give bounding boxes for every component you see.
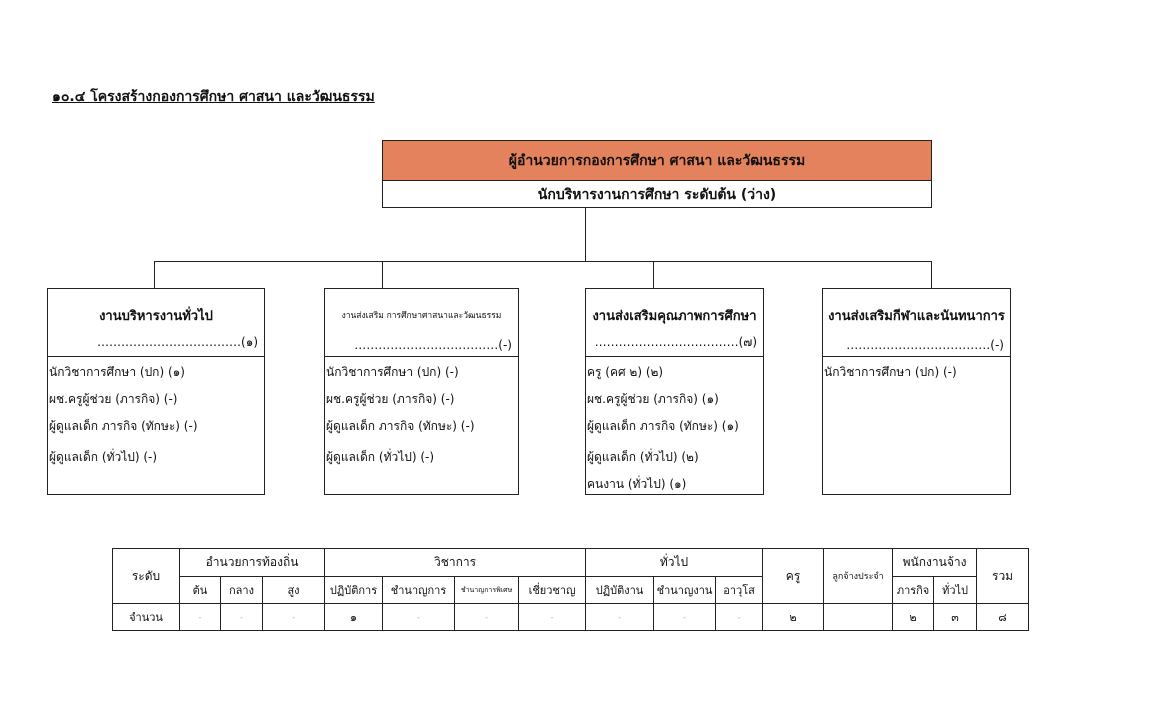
sub-header: สูง: [263, 577, 325, 604]
dept-religion-culture: [324, 288, 519, 495]
dept-count: ………………………………(-): [354, 338, 512, 352]
staff-summary-table: [112, 548, 1029, 631]
value-cell: ๒: [763, 604, 824, 631]
staff-item: ผช.ครูผู้ช่วย (ภารกิจ) (-): [326, 392, 455, 406]
value-cell: -: [654, 604, 716, 631]
hired-header: ลูกจ้างประจำ: [824, 549, 893, 604]
staff-item: ผช.ครูผู้ช่วย (ภารกิจ) (-): [49, 392, 178, 406]
dept-header: [48, 289, 264, 357]
dept-sports-recreation: [822, 288, 1011, 495]
staff-item: นักวิชาการศึกษา (ปก) (-): [326, 365, 459, 379]
dept-count: ………………………………(๑): [97, 335, 258, 349]
count-label: จำนวน: [113, 604, 180, 631]
value-cell: ๓: [934, 604, 977, 631]
staff-item: ผู้ดูแลเด็ก (ทั่วไป) (๒): [587, 450, 699, 464]
staff-item: ผู้ดูแลเด็ก ภารกิจ (ทักษะ) (๑): [587, 419, 739, 433]
staff-item: ผู้ดูแลเด็ก (ทั่วไป) (-): [326, 450, 435, 464]
value-cell: -: [586, 604, 654, 631]
level-header: ระดับ: [113, 549, 180, 604]
staff-list: [48, 357, 264, 473]
sub-header: ชำนาญการพิเศษ: [455, 577, 519, 604]
total-header: รวม: [977, 549, 1029, 604]
value-cell: [824, 604, 893, 631]
sub-header: ชำนาญการ: [383, 577, 455, 604]
sub-header: ต้น: [180, 577, 221, 604]
staff-item: ผช.ครูผู้ช่วย (ภารกิจ) (๑): [587, 392, 719, 406]
connector-drop-2: [382, 261, 383, 288]
sub-header: กลาง: [221, 577, 263, 604]
staff-item: ครู (คศ ๒) (๒): [587, 365, 664, 379]
dept-header: [823, 289, 1010, 357]
dept-title: งานบริหารงานทั่วไป: [99, 309, 213, 324]
staff-list: [823, 357, 1010, 388]
employee-header: พนักงานจ้าง: [893, 549, 977, 577]
sub-header: ปฏิบัติการ: [325, 577, 383, 604]
value-cell: ๒: [893, 604, 934, 631]
dept-count: ………………………………(-): [846, 338, 1004, 352]
value-cell: ๑: [325, 604, 383, 631]
staff-item: ผู้ดูแลเด็ก ภารกิจ (ทักษะ) (-): [326, 419, 475, 433]
sub-header: ทั่วไป: [934, 577, 977, 604]
sub-header: อาวุโส: [716, 577, 763, 604]
sub-header: ชำนาญงาน: [654, 577, 716, 604]
director-position: นักบริหารงานการศึกษา ระดับต้น (ว่าง): [537, 186, 777, 203]
connector-drop-1: [154, 261, 155, 288]
dept-header: [586, 289, 763, 357]
general-header: ทั่วไป: [586, 549, 763, 577]
director-box: [382, 140, 932, 208]
staff-list: [325, 357, 518, 473]
value-cell: -: [263, 604, 325, 631]
connector-trunk: [585, 208, 586, 261]
staff-item: ผู้ดูแลเด็ก (ทั่วไป) (-): [49, 450, 158, 464]
value-cell: -: [221, 604, 263, 631]
staff-list: [586, 357, 763, 500]
value-cell: -: [455, 604, 519, 631]
connector-bus: [154, 261, 931, 262]
page-heading: ๑๐.๔ โครงสร้างกองการศึกษา ศาสนา และวัฒนธรรม: [52, 89, 375, 105]
director-title: ผู้อำนวยการกองการศึกษา ศาสนา และวัฒนธรรม: [383, 141, 931, 181]
staff-item: นักวิชาการศึกษา (ปก) (๑): [49, 365, 185, 379]
value-cell: -: [519, 604, 586, 631]
value-cell: -: [180, 604, 221, 631]
staff-item: ผู้ดูแลเด็ก ภารกิจ (ทักษะ) (-): [49, 419, 198, 433]
dept-count: ………………………………(๗): [594, 335, 757, 349]
value-cell: ๘: [977, 604, 1029, 631]
dept-title: งานส่งเสริมกีฬาและนันทนาการ: [828, 309, 1005, 324]
local-admin-header: อำนวยการท้องถิ่น: [180, 549, 325, 577]
dept-title: งานส่งเสริมคุณภาพการศึกษา: [592, 309, 757, 324]
connector-drop-4: [931, 261, 932, 288]
sub-header: เชี่ยวชาญ: [519, 577, 586, 604]
sub-header: ภารกิจ: [893, 577, 934, 604]
dept-general-admin: [47, 288, 265, 495]
dept-title: งานส่งเสริม การศึกษาศาสนาและวัฒนธรรม: [341, 311, 502, 321]
staff-item: คนงาน (ทั่วไป) (๑): [587, 477, 687, 491]
sub-header: ปฏิบัติงาน: [586, 577, 654, 604]
academic-header: วิชาการ: [325, 549, 586, 577]
staff-item: นักวิชาการศึกษา (ปก) (-): [824, 365, 957, 379]
dept-education-quality: [585, 288, 764, 495]
value-cell: -: [383, 604, 455, 631]
value-cell: -: [716, 604, 763, 631]
connector-drop-3: [653, 261, 654, 288]
dept-header: [325, 289, 518, 357]
teacher-header: ครู: [763, 549, 824, 604]
